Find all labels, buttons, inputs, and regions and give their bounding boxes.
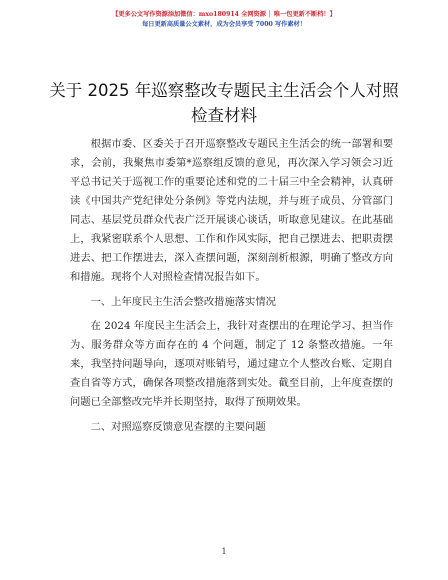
banner-line-1: 【更多公文写作资源添加微信：mxo180914 全网资源 │ 唯一包更新不断档！】 [112,11,336,18]
section-2-heading: 二、对照巡察反馈意见查摆的主要问题 [90,421,266,433]
page-number: 1 [221,547,227,556]
section-1-heading: 一、上年度民主生活会整改措施落实情况 [90,296,276,308]
banner-line-2: 每日更新高质量公文素材，成为会员享受 7000 写作素材！ [142,21,306,28]
document-body [70,135,393,442]
intro-paragraph: 根据市委、区委关于召开巡察整改专题民主生活会的统一部署和要求，会前，我聚焦市委第*巡察组反馈的意见，再次深入学习领会习近平总书记关于巡视工作的重要论述和党的二十届三中全会精神，认真研读《中国共产党纪律处分条例》等党内法规，并与班子成员、分管部门同志、基层党员群众代表广泛开展谈心谈话，听取意见建议。在此基础上，我紧密联系个人思想、工作和作风实际，把自己摆进去、把职责摆进去、把工作摆进去，深入查摆问题，深刻剖析根源，明确了整改方向和措施。现将个人对照检查情况报告如下。 [70,138,393,283]
title-line-2: 检查材料 [191,106,257,125]
section-1-paragraph: 在 2024 年度民主生活会上，我针对查摆出的在理论学习、担当作为、服务群众等方面存在的 4 个问题，制定了 12 条整改措施。一年来，我坚持问题导向，逐项对账销号，通过建立个人整改台账、定期自查自省等方式，确保各项整改措施落到实处。截至目前，上年度查摆的问题已全部整改完毕并长期坚持，取得了预期效果。 [70,320,393,408]
title-line-1: 关于 2025 年巡察整改专题民主生活会个人对照 [49,81,399,100]
document-title [40,78,408,128]
